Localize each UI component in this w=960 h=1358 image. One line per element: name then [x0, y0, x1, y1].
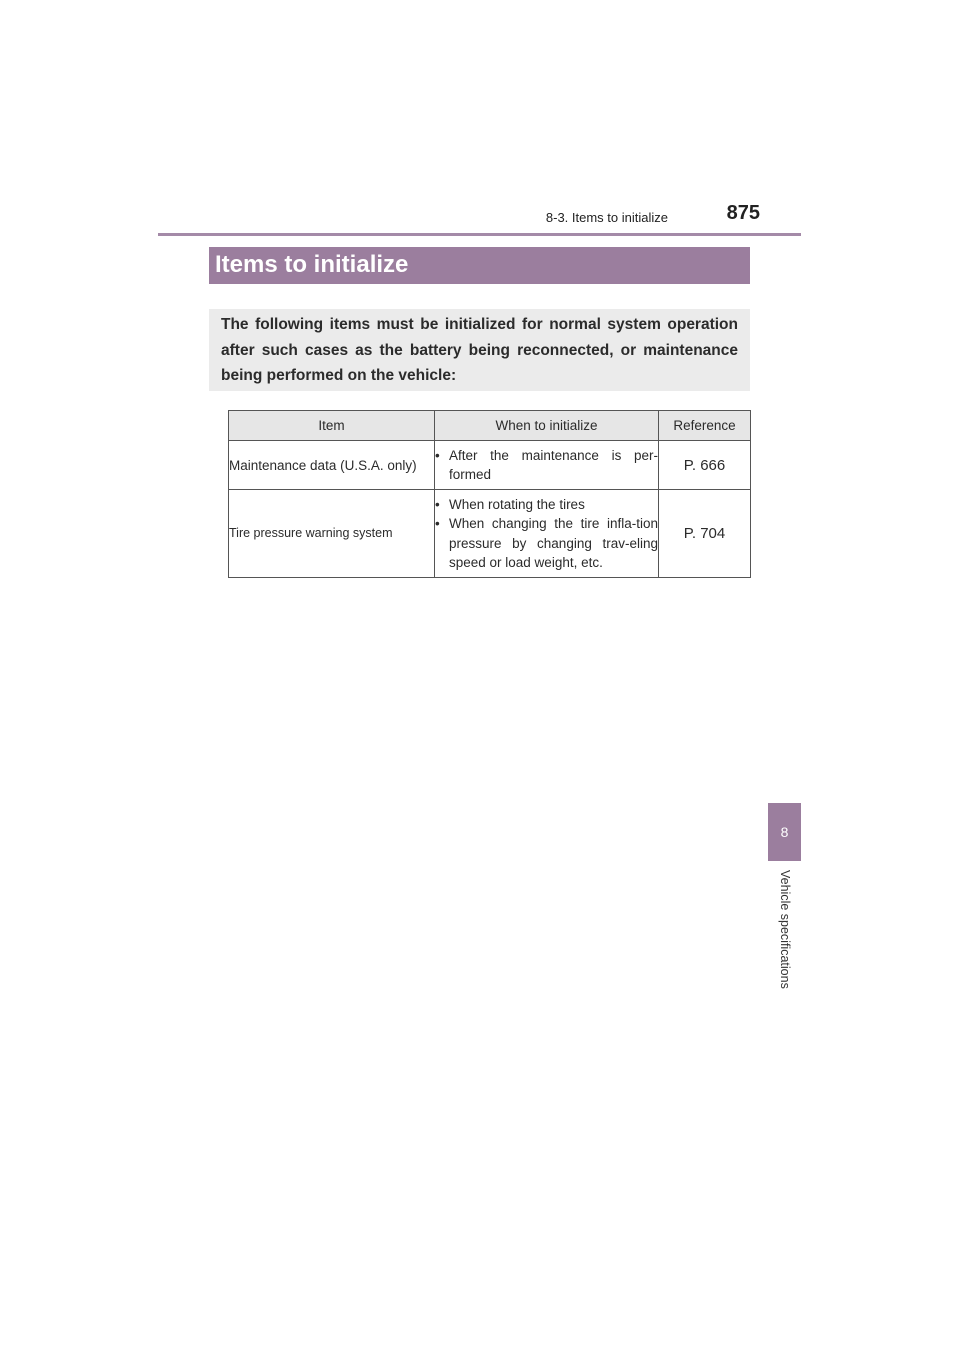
when-bullet: • After the maintenance is per-formed	[435, 446, 658, 485]
section-title-bar	[209, 247, 750, 284]
header-reference: Reference	[659, 411, 751, 441]
intro-box	[209, 309, 750, 391]
chapter-label: Vehicle specifications	[778, 870, 792, 989]
page-reference: P. 704	[659, 490, 751, 578]
when-cell	[435, 490, 659, 578]
when-bullet: • When changing the tire infla-tion pressure by changing trav-eling speed or load weight, etc.	[435, 514, 658, 573]
items-table	[228, 410, 751, 578]
when-list	[435, 495, 658, 573]
intro-text: The following items must be initialized for normal system operation after such cases as the battery being reconnected, or maintenance being performed on the vehicle:	[221, 316, 738, 384]
header-section-title: 8-3. Items to initialize	[545, 210, 668, 225]
table-row	[229, 441, 751, 490]
header-rule	[158, 233, 801, 236]
header-item: Item	[229, 411, 435, 441]
table-row	[229, 490, 751, 578]
table-header-row	[229, 411, 751, 441]
chapter-tab[interactable]	[768, 803, 801, 861]
chapter-number: 8	[780, 824, 789, 840]
item-name: Maintenance data (U.S.A. only)	[229, 441, 435, 490]
when-cell	[435, 441, 659, 490]
when-list	[435, 446, 658, 485]
section-title: Items to initialize	[215, 251, 409, 278]
page-reference: P. 666	[659, 441, 751, 490]
page-number: 875	[726, 202, 760, 224]
item-name: Tire pressure warning system	[229, 490, 435, 578]
when-bullet: • When rotating the tires	[435, 495, 658, 515]
header-when: When to initialize	[435, 411, 659, 441]
